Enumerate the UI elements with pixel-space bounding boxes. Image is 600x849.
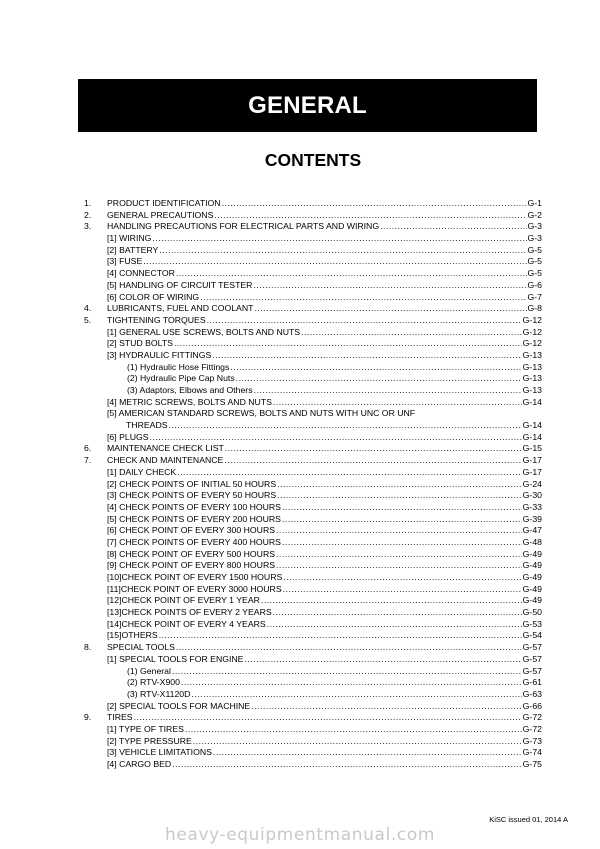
toc-entry-page: G-3 [527, 233, 542, 244]
toc-entry[interactable] [84, 502, 542, 514]
toc-entry-body [107, 712, 542, 724]
toc-entry[interactable] [84, 350, 542, 362]
toc-entry[interactable] [84, 666, 542, 678]
toc-entry-page: G-3 [527, 221, 542, 232]
toc-entry-title: [3] HYDRAULIC FITTINGS [107, 349, 212, 360]
toc-entry[interactable] [84, 736, 542, 748]
toc-entry-body [107, 397, 542, 409]
toc-entry-body [127, 689, 542, 701]
toc-dot-leader [176, 642, 522, 654]
toc-entry-page: G-49 [522, 572, 542, 582]
toc-entry-page: G-57 [522, 642, 542, 653]
toc-entry-body [107, 514, 542, 526]
toc-entry-body [107, 280, 542, 292]
toc-dot-leader [172, 666, 522, 678]
toc-entry-body [107, 525, 542, 537]
toc-dot-leader [244, 654, 521, 666]
toc-entry[interactable] [84, 280, 542, 292]
toc-entry-body [107, 502, 542, 514]
toc-entry[interactable] [84, 385, 542, 397]
toc-entry-body [107, 607, 542, 619]
toc-entry[interactable] [84, 292, 542, 304]
toc-entry-body [107, 619, 542, 631]
toc-entry-title: [4] CONNECTOR [107, 268, 175, 279]
toc-entry-number: 6. [84, 443, 92, 454]
toc-entry[interactable] [84, 443, 542, 455]
toc-entry-title: [2] SPECIAL TOOLS FOR MACHINE [107, 700, 251, 711]
contents-heading: CONTENTS [264, 150, 362, 170]
toc-dot-leader [225, 443, 522, 455]
toc-entry-body [107, 455, 542, 467]
toc-entry-title: [4] CHECK POINTS OF EVERY 100 HOURS [107, 501, 281, 512]
toc-entry-body [107, 642, 542, 654]
toc-entry[interactable] [84, 303, 542, 315]
toc-entry-title: [2] BATTERY [107, 244, 159, 255]
toc-entry-title: (3) Adaptors, Elbows and Others [127, 385, 253, 395]
toc-entry[interactable] [84, 432, 542, 444]
toc-entry[interactable] [84, 467, 542, 479]
toc-entry[interactable] [84, 630, 542, 642]
toc-entry[interactable] [84, 572, 542, 584]
toc-entry-page: G-39 [522, 513, 542, 524]
toc-entry-body [107, 245, 542, 257]
toc-entry-title: MAINTENANCE CHECK LIST [107, 443, 224, 454]
toc-entry-title: [3] FUSE [107, 256, 143, 267]
toc-dot-leader [193, 736, 522, 748]
toc-entry-number: 8. [84, 642, 92, 653]
toc-entry-body [107, 221, 542, 233]
toc-entry-number: 3. [84, 221, 92, 232]
toc-entry-page: G-14 [522, 420, 542, 431]
toc-dot-leader [169, 420, 522, 432]
toc-entry-page: G-13 [522, 385, 542, 395]
toc-entry-title: [2] CHECK POINTS OF INITIAL 50 HOURS [107, 478, 277, 489]
toc-entry[interactable] [84, 759, 542, 771]
toc-entry-page: G-53 [522, 618, 542, 629]
toc-entry-title: TIRES [107, 712, 133, 723]
toc-entry-body [107, 432, 542, 444]
toc-entry-body [107, 595, 542, 607]
toc-dot-leader [172, 759, 521, 771]
toc-dot-leader [253, 280, 526, 292]
toc-entry[interactable] [84, 724, 542, 736]
toc-dot-leader [251, 701, 521, 713]
toc-entry[interactable] [84, 373, 542, 385]
toc-entry-body [107, 747, 542, 759]
toc-dot-leader [276, 525, 522, 537]
toc-entry-body [127, 362, 542, 374]
toc-dot-leader [380, 221, 526, 233]
toc-entry-body [107, 443, 542, 455]
toc-entry-page: G-49 [522, 560, 542, 571]
toc-entry-page: G-61 [522, 677, 542, 688]
toc-dot-leader [212, 350, 521, 362]
toc-entry-page: G-13 [522, 349, 542, 360]
toc-entry[interactable] [84, 607, 542, 619]
toc-entry-body [107, 584, 542, 596]
toc-entry-body [107, 233, 542, 245]
toc-dot-leader [282, 537, 522, 549]
toc-entry-page: G-48 [522, 536, 542, 547]
toc-entry[interactable] [84, 245, 542, 257]
toc-entry[interactable] [84, 549, 542, 561]
toc-entry-number: 9. [84, 712, 92, 723]
toc-entry-title: (2) RTV-X900 [127, 677, 180, 688]
toc-entry-body [107, 736, 542, 748]
toc-entry-title: [12]CHECK POINT OF EVERY 1 YEAR [107, 595, 260, 606]
toc-entry-title: SPECIAL TOOLS [107, 642, 175, 653]
toc-entry-page: G-47 [522, 525, 542, 536]
toc-entry-title: [1] TYPE OF TIRES [107, 723, 184, 734]
section-title: GENERAL [248, 91, 367, 119]
toc-entry-body [127, 373, 542, 385]
toc-dot-leader [185, 724, 522, 736]
toc-entry-title: [6] PLUGS [107, 431, 149, 442]
toc-entry-number: 1. [84, 198, 92, 208]
watermark: heavy-equipmentmanual.com [165, 825, 435, 845]
toc-entry-title: (1) General [127, 665, 171, 676]
toc-dot-leader [276, 560, 522, 572]
toc-dot-leader [254, 385, 522, 397]
toc-entry[interactable] [84, 210, 542, 222]
toc-entry-title: [6] COLOR OF WIRING [107, 291, 200, 302]
toc-entry-body [107, 759, 542, 771]
toc-entry-page: G-73 [522, 735, 542, 746]
toc-entry-title: [2] TYPE PRESSURE [107, 735, 192, 746]
toc-entry-body [107, 549, 542, 561]
toc-entry-body [107, 350, 542, 362]
toc-entry[interactable] [84, 677, 542, 689]
toc-entry-body [107, 256, 542, 268]
toc-entry-page: G-54 [522, 630, 542, 641]
toc-entry-page: G-17 [522, 466, 542, 477]
toc-entry[interactable] [84, 198, 542, 210]
toc-entry-page: G-13 [522, 361, 542, 372]
toc-entry[interactable] [84, 701, 542, 713]
toc-entry-body [107, 268, 542, 280]
toc-dot-leader [174, 338, 522, 350]
toc-entry-title: [1] GENERAL USE SCREWS, BOLTS AND NUTS [107, 326, 301, 337]
toc-dot-leader [176, 268, 527, 280]
toc-entry-page: G-57 [522, 665, 542, 676]
toc-entry-title: CHECK AND MAINTENANCE [107, 455, 224, 466]
toc-dot-leader [230, 362, 521, 374]
toc-dot-leader [191, 689, 521, 701]
toc-entry[interactable] [84, 315, 542, 327]
toc-entry-body [107, 537, 542, 549]
toc-entry-number: 4. [84, 303, 92, 314]
toc-entry-title: (2) Hydraulic Pipe Cap Nuts [127, 373, 235, 384]
toc-entry-number: 7. [84, 455, 92, 466]
toc-entry-body [107, 701, 542, 713]
toc-dot-leader [150, 432, 522, 444]
toc-entry-title: [5] CHECK POINTS OF EVERY 200 HOURS [107, 513, 281, 524]
toc-entry-page: G-57 [522, 653, 542, 664]
toc-entry-title: [1] WIRING [107, 233, 152, 244]
toc-entry-body [107, 198, 542, 210]
toc-entry-body [107, 315, 542, 327]
toc-entry-title: [4] METRIC SCREWS, BOLTS AND NUTS [107, 396, 272, 407]
toc-entry-page: G-14 [522, 396, 542, 407]
toc-dot-leader [261, 595, 522, 607]
toc-entry-page: G-5 [527, 268, 542, 279]
toc-entry-title: [5] HANDLING OF CIRCUIT TESTER [107, 279, 253, 290]
toc-entry[interactable] [84, 560, 542, 572]
toc-entry-title: [4] CARGO BED [107, 759, 172, 769]
toc-dot-leader [267, 619, 522, 631]
toc-entry[interactable] [84, 327, 542, 339]
toc-entry[interactable] [84, 747, 542, 759]
toc-entry-title: [1] SPECIAL TOOLS FOR ENGINE [107, 653, 244, 664]
toc-entry-title: HANDLING PRECAUTIONS FOR ELECTRICAL PARTS AND WIRING [107, 221, 380, 232]
toc-entry[interactable] [84, 455, 542, 467]
toc-entry-body [107, 408, 542, 420]
table-of-contents [84, 198, 542, 771]
toc-entry-body [127, 385, 542, 397]
toc-dot-leader [273, 607, 522, 619]
toc-entry[interactable] [84, 619, 542, 631]
toc-entry[interactable] [84, 256, 542, 268]
toc-entry-title: [11]CHECK POINT OF EVERY 3000 HOURS [107, 583, 282, 594]
toc-entry[interactable] [84, 514, 542, 526]
toc-entry[interactable] [84, 537, 542, 549]
toc-entry-page: G-5 [527, 256, 542, 267]
toc-entry-title: [3] VEHICLE LIMITATIONS [107, 747, 212, 758]
toc-entry[interactable] [84, 268, 542, 280]
toc-entry-title: [14]CHECK POINT OF EVERY 4 YEARS [107, 618, 266, 629]
toc-entry-page: G-7 [527, 291, 542, 302]
toc-entry-body [107, 327, 542, 339]
toc-entry-title: [9] CHECK POINT OF EVERY 800 HOURS [107, 560, 276, 571]
toc-entry-body [107, 630, 542, 642]
toc-entry-page: G-24 [522, 478, 542, 489]
toc-entry-title: [3] CHECK POINTS OF EVERY 50 HOURS [107, 490, 277, 501]
toc-dot-leader [143, 256, 526, 268]
toc-dot-leader [276, 549, 522, 561]
toc-entry-page: G-8 [527, 303, 542, 314]
toc-entry-title: PRODUCT IDENTIFICATION [107, 198, 221, 208]
toc-dot-leader [200, 292, 526, 304]
toc-entry-body [107, 292, 542, 304]
toc-entry-page: G-49 [522, 595, 542, 606]
toc-entry-number: 2. [84, 209, 92, 220]
toc-entry-page: G-50 [522, 607, 542, 618]
toc-dot-leader [159, 245, 526, 257]
toc-entry[interactable] [84, 362, 542, 374]
toc-entry-body [127, 666, 542, 678]
toc-entry-body [126, 420, 542, 432]
toc-entry-page: G-30 [522, 490, 542, 501]
toc-entry-body [107, 654, 542, 666]
toc-entry-title: (3) RTV-X1120D [127, 688, 191, 699]
toc-dot-leader [152, 233, 526, 245]
toc-entry-title: [5] AMERICAN STANDARD SCREWS, BOLTS AND NUTS WITH UNC OR UNF [107, 408, 416, 419]
toc-dot-leader [207, 315, 522, 327]
toc-entry-title: [13]CHECK POINTS OF EVERY 2 YEARS [107, 607, 272, 618]
toc-entry[interactable] [84, 233, 542, 245]
toc-entry-body [107, 490, 542, 502]
toc-dot-leader [181, 677, 522, 689]
toc-entry-page: G-72 [522, 723, 542, 734]
toc-entry-page: G-12 [522, 326, 542, 337]
toc-entry-number: 5. [84, 314, 92, 325]
toc-entry-body [107, 467, 542, 479]
toc-entry-title: [7] CHECK POINTS OF EVERY 400 HOURS [107, 536, 281, 547]
toc-dot-leader [277, 490, 522, 502]
toc-entry-body [107, 303, 542, 315]
toc-entry-title: [8] CHECK POINT OF EVERY 500 HOURS [107, 548, 276, 559]
toc-entry-title: LUBRICANTS, FUEL AND COOLANT [107, 303, 254, 314]
toc-entry[interactable] [84, 490, 542, 502]
toc-dot-leader [282, 514, 522, 526]
toc-entry-title: GENERAL PRECAUTIONS [107, 209, 214, 220]
toc-entry-page: G-12 [522, 314, 542, 325]
toc-entry-page: G-6 [527, 279, 542, 290]
toc-entry-title: [15]OTHERS [107, 630, 158, 641]
toc-entry-page: G-72 [522, 712, 542, 723]
toc-dot-leader [222, 198, 527, 210]
issue-note: KiSC issued 01, 2014 A [489, 815, 568, 824]
toc-entry-page: G-66 [522, 700, 542, 711]
toc-entry[interactable] [84, 338, 542, 350]
toc-entry-page: G-5 [527, 244, 542, 255]
toc-dot-leader [214, 210, 526, 222]
toc-entry-title: [10]CHECK POINT OF EVERY 1500 HOURS [107, 572, 283, 582]
toc-entry[interactable] [84, 408, 542, 420]
toc-entry[interactable] [84, 420, 542, 432]
toc-entry[interactable] [84, 397, 542, 409]
toc-entry-page: G-63 [522, 688, 542, 699]
toc-dot-leader [236, 373, 522, 385]
toc-entry-page: G-17 [522, 455, 542, 466]
toc-entry-title: TIGHTENING TORQUES [107, 314, 206, 325]
toc-dot-leader [134, 712, 522, 724]
toc-entry-page: G-12 [522, 338, 542, 349]
toc-entry-body [107, 338, 542, 350]
toc-entry-page: G-74 [522, 747, 542, 758]
toc-dot-leader [177, 467, 521, 479]
toc-entry[interactable] [84, 479, 542, 491]
toc-entry-title: (1) Hydraulic Hose Fittings [127, 361, 230, 372]
toc-dot-leader [159, 630, 522, 642]
toc-entry-page: G-49 [522, 548, 542, 559]
toc-entry-title: THREADS [126, 420, 168, 431]
toc-entry-page: G-33 [522, 501, 542, 512]
toc-entry[interactable] [84, 595, 542, 607]
toc-entry-title: [2] STUD BOLTS [107, 338, 173, 349]
toc-dot-leader [213, 747, 522, 759]
toc-entry-body [107, 479, 542, 491]
toc-entry[interactable] [84, 221, 542, 233]
toc-entry[interactable] [84, 642, 542, 654]
toc-dot-leader [301, 327, 522, 339]
toc-entry-body [127, 677, 542, 689]
toc-entry[interactable] [84, 712, 542, 724]
toc-entry-page: G-75 [522, 759, 542, 769]
toc-entry-body [107, 210, 542, 222]
toc-entry[interactable] [84, 689, 542, 701]
toc-entry-page: G-1 [527, 198, 542, 208]
toc-dot-leader [273, 397, 522, 409]
toc-entry-body [107, 572, 542, 584]
toc-dot-leader [224, 455, 521, 467]
toc-entry-body [107, 724, 542, 736]
toc-entry-body [107, 560, 542, 572]
toc-entry-page: G-13 [522, 373, 542, 384]
toc-entry-title: [6] CHECK POINT OF EVERY 300 HOURS [107, 525, 276, 536]
toc-dot-leader [254, 303, 526, 315]
toc-entry-page: G-2 [527, 209, 542, 220]
toc-entry-page: G-49 [522, 583, 542, 594]
section-banner [78, 79, 537, 132]
toc-dot-leader [283, 572, 521, 584]
toc-entry[interactable] [84, 654, 542, 666]
toc-dot-leader [277, 479, 522, 491]
toc-entry-page: G-15 [522, 443, 542, 454]
toc-entry-page: G-14 [522, 431, 542, 442]
toc-entry[interactable] [84, 525, 542, 537]
toc-entry-title: [1] DAILY CHECK [107, 466, 177, 477]
toc-dot-leader [282, 502, 522, 514]
toc-dot-leader [283, 584, 522, 596]
toc-entry[interactable] [84, 584, 542, 596]
